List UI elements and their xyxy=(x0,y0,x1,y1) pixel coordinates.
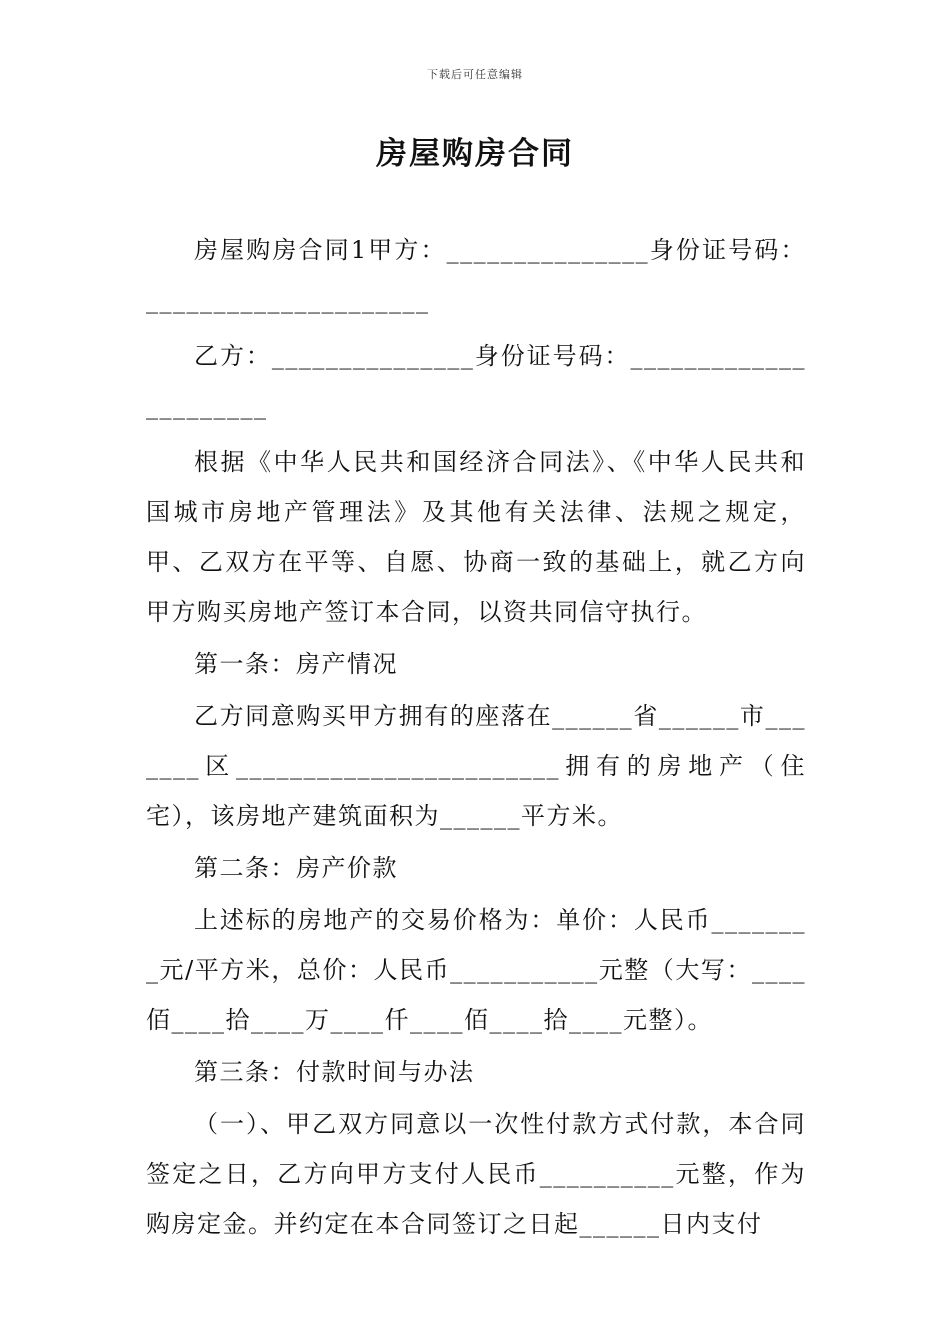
article-3-body: （一）、甲乙双方同意以一次性付款方式付款，本合同签定之日，乙方向甲方支付人民币__________元整，作为购房定金。并约定在本合同签订之日起______日内支付 xyxy=(146,1110,806,1238)
party-a-line: 房屋购房合同1甲方：_______________身份证号码：_____________________ xyxy=(146,236,806,314)
article-1-body: 乙方同意购买甲方拥有的座落在______省______市_______区________________________拥有的房地产（住宅），该房地产建筑面积为______平方米。 xyxy=(146,702,806,830)
party-b-line: 乙方：_______________身份证号码：______________________ xyxy=(146,342,806,420)
article-2-body: 上述标的房地产的交易价格为：单价：人民币________元/平方米，总价：人民币___________元整（大写：____佰____拾____万____仟____佰____拾____元整）。 xyxy=(146,906,806,1034)
document-body xyxy=(146,225,806,1251)
document-title: 房屋购房合同 xyxy=(376,136,574,172)
page-header-note: 下载后可任意编辑 xyxy=(427,68,523,81)
preamble-paragraph: 根据《中华人民共和国经济合同法》、《中华人民共和国城市房地产管理法》及其他有关法律、法规之规定，甲、乙双方在平等、自愿、协商一致的基础上，就乙方向甲方购买房地产签订本合同，以资共同信守执行。 xyxy=(146,448,806,626)
article-3-heading: 第三条：付款时间与办法 xyxy=(194,1058,475,1086)
article-2-heading: 第二条：房产价款 xyxy=(194,854,398,882)
article-1-heading: 第一条：房产情况 xyxy=(194,650,398,678)
